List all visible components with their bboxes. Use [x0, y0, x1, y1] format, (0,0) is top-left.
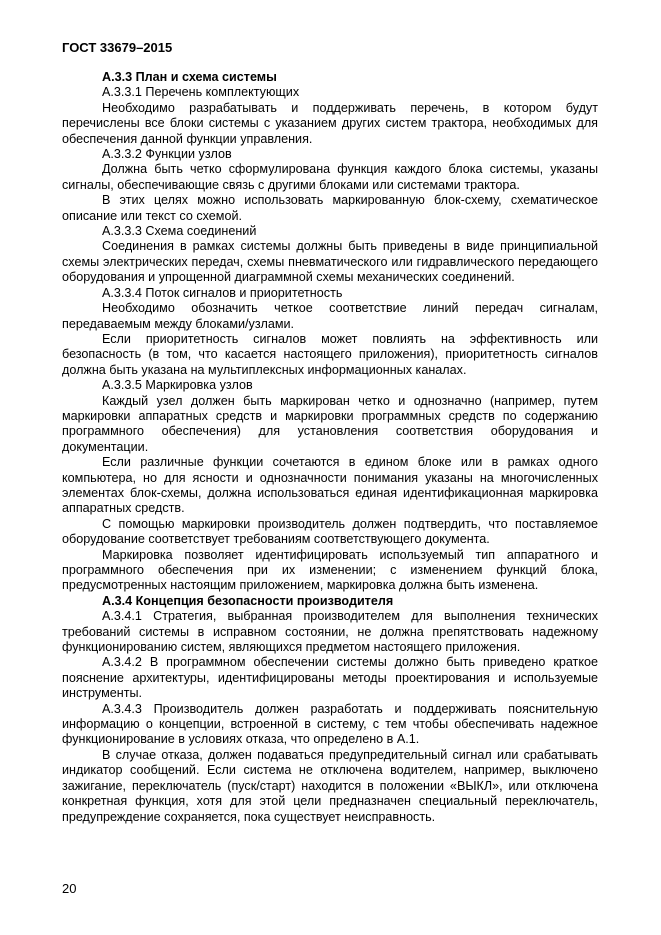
paragraph: Соединения в рамках системы должны быть приведены в виде принципиальной схемы электрических передач, схемы пневматического или гидравлического передающего оборудования и упрощенной диаграммной схемы механических соединений. [62, 239, 598, 285]
paragraph: В этих целях можно использовать маркированную блок-схему, схематическое описание или текст со схемой. [62, 193, 598, 223]
paragraph: В случае отказа, должен подаваться предупредительный сигнал или срабатывать индикатор сообщений. Если система не отключена водителем, например, выключено зажигание, переключатель (пуск/старт) находится в положении «ВЫКЛ», или отключена конкретная функция, хотя для этой цели предназначен специальный переключатель, предупреждение сохраняется, пока существует неисправность. [62, 747, 598, 824]
paragraph: Необходимо обозначить четкое соответствие линий передач сигналам, передаваемым между блоками/узлами. [62, 301, 598, 331]
paragraph: С помощью маркировки производитель должен подтвердить, что поставляемое оборудование соответствует требованиям соответствующего документа. [62, 516, 598, 547]
subsection-title: А.3.3.4 Поток сигналов и приоритетность [102, 285, 343, 300]
paragraph: Маркировка позволяет идентифицировать используемый тип аппаратного и программного обеспечения при их изменении; с изменением функций блока, предусмотренных настоящим приложением, маркировка должна быть изменена. [62, 547, 598, 593]
document-header: ГОСТ 33679–2015 [62, 40, 173, 55]
paragraph: А.3.4.2 В программном обеспечении системы должно быть приведено краткое пояснение архитектуры, идентифицированы методы проектирования и используемые инструменты. [62, 655, 598, 701]
document-body [62, 70, 598, 825]
subsection-title: А.3.3.2 Функции узлов [102, 147, 232, 162]
paragraph: А.3.4.3 Производитель должен разработать и поддерживать пояснительную информацию о концепции, встроенной в систему, с тем чтобы обеспечивать надежное функционирование в условиях отказа, что определено в А.1. [62, 701, 598, 747]
page-number: 20 [62, 881, 77, 896]
paragraph: А.3.4.1 Стратегия, выбранная производителем для выполнения технических требований системы в исправном состоянии, не должна препятствовать надежному функционированию систем, являющихся предметом настоящего приложения. [62, 609, 598, 655]
subsection-title: А.3.3.1 Перечень комплектующих [102, 85, 300, 100]
subsection-title: А.3.3.3 Схема соединений [102, 224, 257, 239]
section-heading: А.3.4 Концепция безопасности производителя [102, 593, 394, 608]
paragraph: Необходимо разрабатывать и поддерживать перечень, в котором будут перечислены все блоки системы с указанием других систем трактора, необходимых для обеспечения данной функции управления. [62, 100, 598, 146]
section-heading: А.3.3 План и схема системы [102, 70, 277, 84]
paragraph: Должна быть четко сформулирована функция каждого блока системы, указаны сигналы, обеспечивающие связь с другими блоками или системами трактора. [62, 162, 598, 192]
subsection-title: А.3.3.5 Маркировка узлов [102, 378, 253, 393]
paragraph: Если приоритетность сигналов может повлиять на эффективность или безопасность (в том, что касается настоящего приложения), приоритетность сигналов должна быть указана на мультиплексных информационных каналах. [62, 331, 598, 377]
paragraph: Каждый узел должен быть маркирован четко и однозначно (например, путем маркировки аппаратных средств и маркировки программных средств по содержанию программного обеспечения) для установления соответствия оборудования и документации. [62, 393, 598, 454]
paragraph: Если различные функции сочетаются в едином блоке или в рамках одного компьютера, но для ясности и однозначности понимания указаны на многочисленных элементах блок-схемы, должна использоваться единая идентификационная маркировка аппаратных средств. [62, 455, 598, 516]
